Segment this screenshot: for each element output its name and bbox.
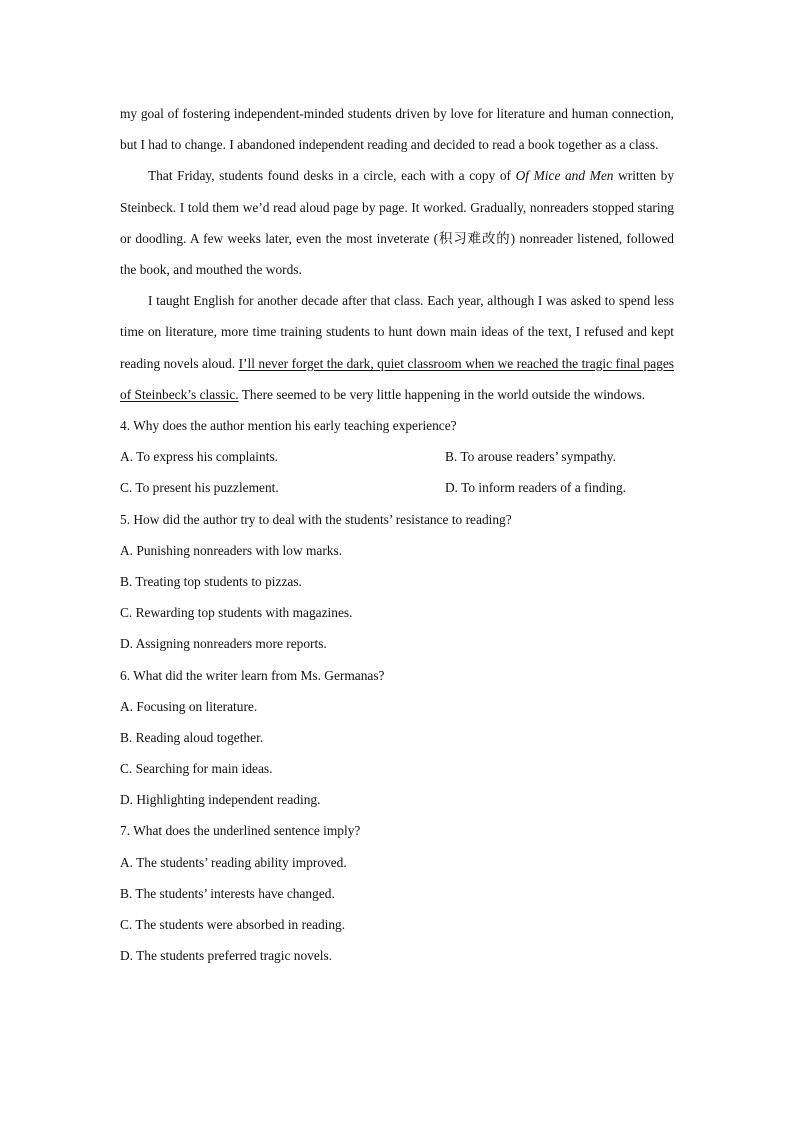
option-a: A. The students’ reading ability improved. [120,854,347,870]
underlined-sentence: I’ll never forget the dark, quiet classroom when we reached the tragic final pages of Steinbeck’s classic. [120,355,674,402]
option-b: B. The students’ interests have changed. [120,885,335,901]
passage-paragraph-2 [120,160,674,285]
option-d: D. To inform readers of a finding. [445,480,627,496]
passage-paragraph-1: my goal of fostering independent-minded students driven by love for literature and human connection, but I had to change. I abandoned independent reading and decided to read a book together as a class. [120,106,674,153]
option-a: A. Punishing nonreaders with low marks. [120,542,343,558]
option-d: D. The students preferred tragic novels. [120,948,333,964]
paragraph-2-text-start: That Friday, students found desks in a circle, each with a copy of [148,168,516,184]
option-d: D. Highlighting independent reading. [120,792,321,808]
option-c: C. Rewarding top students with magazines. [120,605,353,621]
book-title: Of Mice and Men [515,168,614,184]
option-row [120,472,674,503]
option-a: A. Focusing on literature. [120,698,258,714]
question-4 [120,410,674,504]
passage-paragraph-3 [120,285,674,410]
question-6 [120,660,674,816]
option-b: B. To arouse readers’ sympathy. [445,449,616,465]
paragraph-3-text-start: I taught English for another decade after that class. Each year, although I was asked to spend less time on literature, more time training students to hunt down main ideas of the text, I refused and kept reading novels aloud. [120,293,674,371]
option-b: B. Reading aloud together. [120,729,264,745]
question-stem: 4. Why does the author mention his early teaching experience? [120,418,457,434]
page-content [120,98,674,971]
question-stem: 6. What did the writer learn from Ms. Germanas? [120,667,385,683]
option-d: D. Assigning nonreaders more reports. [120,636,327,652]
question-7 [120,815,674,971]
question-stem: 7. What does the underlined sentence imply? [120,823,361,839]
option-c: C. To present his puzzlement. [120,480,279,496]
option-c: C. The students were absorbed in reading. [120,917,346,933]
question-5 [120,504,674,660]
paragraph-2-text-end: written by Steinbeck. I told them we’d read aloud page by page. It worked. Gradually, nonreaders stopped staring or doodling. A few weeks later, even the most inveterate (积习难改的) nonreader listened, followed the book, and mouthed the words. [120,168,675,278]
option-c: C. Searching for main ideas. [120,761,273,777]
question-stem: 5. How did the author try to deal with the students’ resistance to reading? [120,511,512,527]
option-row [120,441,674,472]
option-a: A. To express his complaints. [120,449,278,465]
option-b: B. Treating top students to pizzas. [120,573,302,589]
paragraph-3-text-end: There seemed to be very little happening in the world outside the windows. [238,386,646,402]
